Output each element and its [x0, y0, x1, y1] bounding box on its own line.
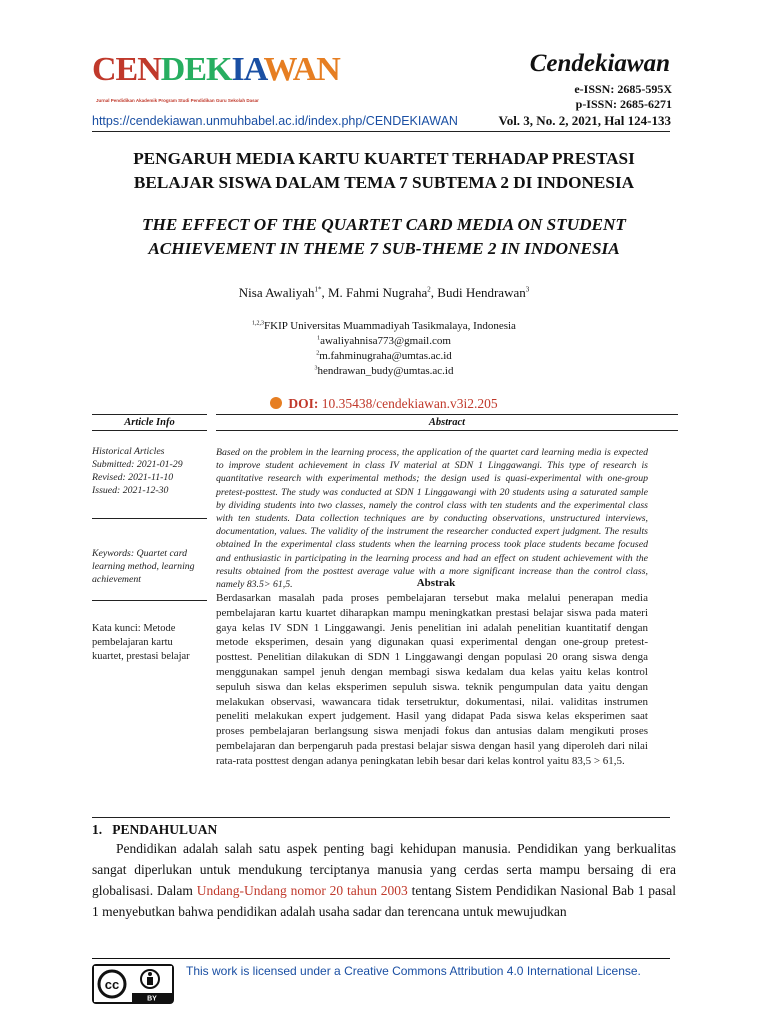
email-3-text[interactable]: hendrawan_budy@umtas.ac.id [317, 365, 454, 377]
email-2-sup: 2 [316, 350, 320, 357]
email-3-sup: 3 [314, 365, 318, 372]
cc-by-label: BY [147, 995, 157, 1002]
section-heading [92, 822, 217, 838]
abstract-indonesian: Berdasarkan masalah pada proses pembelajaran tersebut maka melalui penerapan media pembelajaran kartu kuartet diharapkan mampu meningkatkan prestasi belajar siswa pada materi gaya kelas IV SDN 1 Linggawangi. Jenis penelitian ini adalah penelitian kuantitatif dengan metode eksperimen, desain yang digunakan quasi experimental dengan one-group pretest-posttest. Penelitian dilakukan di SDN 1 Linggawangi dengan populasi 20 orang siswa denga menggunakan sampel jenuh dengan membagi siswa kedalam dua kelas yaitu kelas kontrol sepuluh siswa dan kelas eksperimen sepuluh siswa. teknik pengumpulan data yaitu dengan melakukan observasi, wawancara tidak tersetruktur, dokumentasi, nilai. validitas instrumen peneliti melakukan expert judgement. Hasil yang didapat Pada siswa kelas eksperimen saat proses pembelajaran berlangsung siswa menjadi fokus dan antusias dalam mengikuti proses pembelajaran dan berpengaruh pada prestasi belajar siswa dengan hasil yang diperoleh dari nilai rata-rata posttest dengan adanya peningkatan lebih besar dari kelas kontrol yaitu 83,5 > 61,5. [216, 592, 648, 767]
email-1-sup: 1 [317, 335, 321, 342]
email-1 [92, 335, 676, 347]
journal-name: Cendekiawan [529, 50, 670, 77]
cc-by-icon [94, 966, 172, 1002]
history-issued: Issued: 2021-12-30 [92, 485, 169, 496]
kata-kunci-line-3: kuartet, prestasi belajar [92, 651, 190, 662]
history-revised: Revised: 2021-11-10 [92, 472, 174, 483]
paragraph-1 [92, 838, 676, 922]
abstract-header: Abstract [216, 414, 678, 431]
journal-url-link[interactable]: https://cendekiawan.unmuhbabel.ac.id/index.php/CENDEKIAWAN [92, 114, 458, 128]
article-history [92, 445, 207, 497]
email-3 [92, 365, 676, 377]
kata-kunci-line-1: Kata kunci: Metode [92, 623, 176, 634]
title-indonesian [92, 147, 676, 195]
abstract-english: Based on the problem in the learning process, the application of the quartet card learning media is expected to improve student achievement in class IV material at SDN 1 Linggawangi. This type of research is quantitative research with experimental methods; the design used is quasi-experimental with one-group pretest-posttest. The study was conducted at SDN 1 Linggawangi with 20 students using a saturated sample by dividing students into two classes, namely the control class with ten students and the experimental class with ten students. Data collection techniques are by conducting observations, unstructured interviews, documentation, values. The validity of the instrument the researcher conducted expert judgment. The results obtained In the experimental class students when the learning process took place students became focused and enthusiastic in participating in the learning process and had an effect on student achievement with the results obtained from the posttest average value with a more significant increase than the control class, namely 83.5> 61,5. [216, 447, 648, 591]
info-divider-2 [92, 600, 207, 601]
doi-icon [270, 397, 282, 409]
author-3: Budi Hendrawan [437, 285, 526, 300]
affiliation-sup: 1,2,3 [252, 320, 265, 327]
doi-link[interactable]: 10.35438/cendekiawan.v3i2.205 [321, 396, 498, 411]
history-submitted: Submitted: 2021-01-29 [92, 459, 183, 470]
pissn: p-ISSN: 2685-6271 [575, 97, 672, 111]
info-divider-1 [92, 518, 207, 519]
section-number: 1. [92, 822, 103, 837]
paragraph-1-part-a: Pendidikan adalah salah satu aspek penting bagi kehidupan manusia. Pendidikan yang berkualitas sangat diperlukan untuk mendukung terciptanya manusia yang cerdas serta mampu bersaing di era globalisasi. Dalam [92, 841, 676, 898]
title-en-line-1: THE EFFECT OF THE QUARTET CARD MEDIA ON STUDENT [142, 215, 626, 234]
affiliation-institution: FKIP Universitas Muammadiyah Tasikmalaya, Indonesia [264, 320, 516, 332]
email-2 [92, 350, 676, 362]
keywords [92, 547, 207, 586]
title-en-line-2: ACHIEVEMENT IN THEME 7 SUB-THEME 2 IN INDONESIA [148, 239, 620, 258]
keywords-line-2: learning method, learning [92, 561, 195, 572]
header-divider [92, 131, 670, 132]
keywords-line-1: Keywords: Quartet card [92, 548, 188, 559]
kata-kunci [92, 622, 207, 664]
title-id-line-1: PENGARUH MEDIA KARTU KUARTET TERHADAP PRESTASI [133, 149, 635, 168]
doi-label: DOI: [288, 396, 319, 411]
kata-kunci-line-2: pembelajaran kartu [92, 637, 173, 648]
body-text [92, 838, 676, 922]
journal-logo [92, 48, 340, 110]
abstrak-header: Abstrak [416, 577, 456, 589]
keywords-line-3: achievement [92, 574, 141, 585]
cc-by-badge[interactable] [92, 964, 174, 1004]
author-3-sup: 3 [525, 285, 530, 294]
license-link[interactable]: This work is licensed under a Creative Commons Attribution 4.0 International License. [186, 964, 641, 978]
paragraph-1-part-b: tentang Sistem Pendidikan Nasional Bab 1 pasal 1 menyebutkan bahwa pendidikan adalah usaha sadar dan terencana untuk mewujudkan [92, 883, 677, 919]
authors: Nisa Awaliyah$^{1*}$, M. Fahmi Nugraha$^2$, Budi Hendrawan$^3$ [238, 285, 530, 300]
affiliation [92, 320, 676, 332]
footer-divider [92, 958, 670, 959]
section-title: PENDAHULUAN [112, 822, 218, 837]
email-1-text[interactable]: awaliyahnisa773@gmail.com [320, 335, 451, 347]
table-bottom-divider [92, 817, 670, 818]
title-english [92, 213, 676, 261]
citation-link[interactable]: Undang-Undang nomor 20 tahun 2003 [196, 883, 408, 898]
svg-text:cc: cc [104, 977, 120, 992]
logo-wordmark: CENDEKIAWAN [92, 51, 340, 88]
author-2-sup: 2 [427, 285, 431, 294]
email-2-text[interactable]: m.fahminugraha@umtas.ac.id [319, 350, 452, 362]
doi-line [92, 396, 676, 412]
eissn: e-ISSN: 2685-595X [574, 82, 672, 96]
author-1-sup: 1* [314, 285, 322, 294]
author-1: Nisa Awaliyah [238, 285, 315, 300]
volume-info: Vol. 3, No. 2, 2021, Hal 124-133 [498, 113, 671, 128]
article-info-header: Article Info [92, 414, 207, 431]
title-id-line-2: BELAJAR SISWA DALAM TEMA 7 SUBTEMA 2 DI INDONESIA [133, 173, 635, 192]
history-title: Historical Articles [92, 446, 165, 457]
logo-subtitle: Jurnal Pendidikan Akademik Program Studi Pendidikan Guru Sekolah Dasar [96, 98, 259, 103]
author-2: M. Fahmi Nugraha [327, 285, 428, 300]
